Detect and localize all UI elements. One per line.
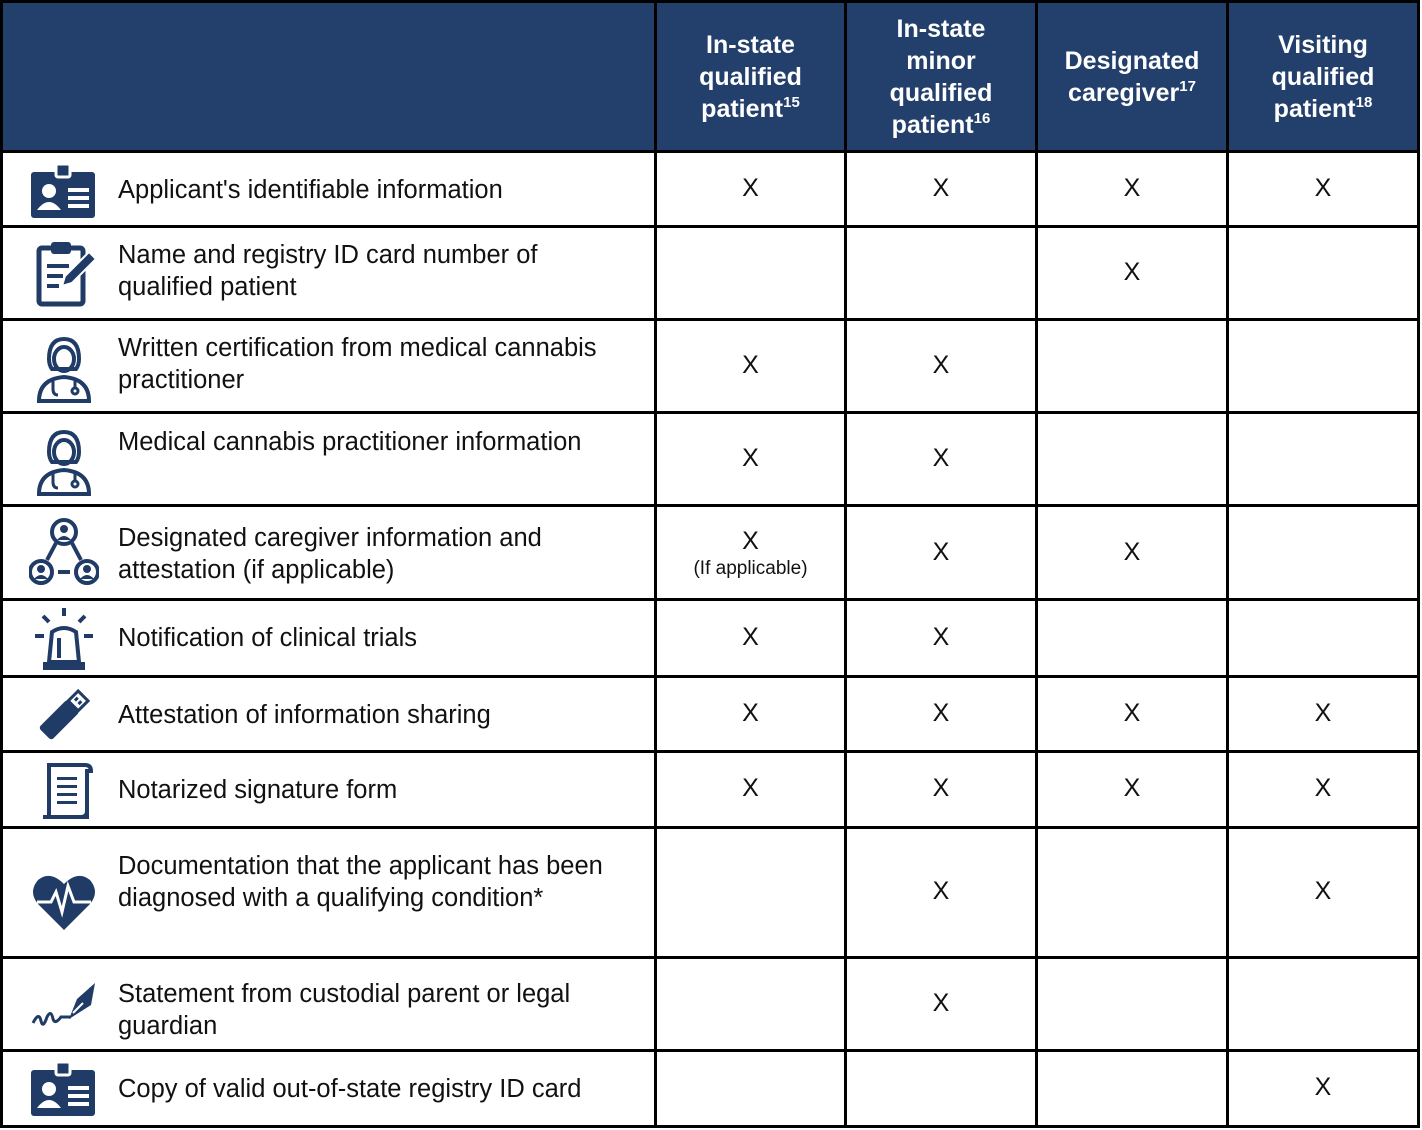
mark-cell: X xyxy=(1037,506,1228,600)
requirement-label: Designated caregiver information and attestation (if applicable) xyxy=(118,524,542,585)
table-row xyxy=(2,957,1419,1050)
requirement-cell xyxy=(2,1050,656,1126)
mark-cell xyxy=(1228,600,1419,676)
mark-cell: X xyxy=(846,827,1037,957)
table-row xyxy=(2,1050,1419,1126)
requirement-cell xyxy=(2,320,656,413)
table-row xyxy=(2,320,1419,413)
requirement-label: Copy of valid out-of-state registry ID card xyxy=(118,1074,582,1103)
table-row xyxy=(2,751,1419,827)
mark-cell xyxy=(846,1050,1037,1126)
mark-cell: X xyxy=(846,600,1037,676)
requirement-label: Medical cannabis practitioner information xyxy=(118,428,582,457)
heart-pulse-icon xyxy=(29,866,99,936)
mark-cell: X (If applicable) xyxy=(656,506,846,600)
document-scroll-icon xyxy=(29,757,99,827)
mark-cell xyxy=(656,227,846,320)
requirement-cell xyxy=(2,413,656,506)
header-designated-caregiver: Designated caregiver$^{17}$ xyxy=(1037,2,1228,152)
mark-cell: X xyxy=(1228,152,1419,227)
mark-cell: X xyxy=(1037,676,1228,751)
mark-cell: X xyxy=(1037,152,1228,227)
mark-cell: X xyxy=(1228,1050,1419,1126)
header-in-state-minor-qualified-patient: In-state minor qualified patient$^{16}$ xyxy=(846,2,1037,152)
mark-cell xyxy=(656,957,846,1050)
alarm-siren-icon xyxy=(29,604,99,674)
table-row xyxy=(2,827,1419,957)
requirement-label: Attestation of information sharing xyxy=(118,700,491,729)
mark-cell: X xyxy=(846,751,1037,827)
mark-cell: X xyxy=(656,751,846,827)
table-row xyxy=(2,413,1419,506)
requirement-label: Name and registry ID card number of qualified patient xyxy=(118,241,538,302)
mark-cell: X xyxy=(656,676,846,751)
requirement-cell xyxy=(2,506,656,600)
requirement-cell xyxy=(2,676,656,751)
mark-cell xyxy=(1037,957,1228,1050)
mark-cell: X xyxy=(846,957,1037,1050)
mark-cell xyxy=(1037,827,1228,957)
id-card-icon xyxy=(29,1057,99,1127)
mark-cell xyxy=(1228,320,1419,413)
requirement-cell xyxy=(2,152,656,227)
mark-cell xyxy=(1228,957,1419,1050)
table-row xyxy=(2,152,1419,227)
mark-cell: X xyxy=(846,320,1037,413)
mark-cell: X xyxy=(1228,751,1419,827)
requirement-cell xyxy=(2,957,656,1050)
pen-signature-icon xyxy=(29,971,99,1041)
table-row xyxy=(2,506,1419,600)
table-row xyxy=(2,227,1419,320)
mark-cell xyxy=(1037,1050,1228,1126)
requirement-cell xyxy=(2,827,656,957)
header-visiting-qualified-patient: Visiting qualified patient$^{18}$ xyxy=(1228,2,1419,152)
mark-cell: X xyxy=(656,413,846,506)
mark-cell: X xyxy=(656,320,846,413)
requirement-label: Documentation that the applicant has been diagnosed with a qualifying condition* xyxy=(118,851,603,912)
mark-cell xyxy=(656,1050,846,1126)
mark-cell: X xyxy=(1037,751,1228,827)
mark-cell: X xyxy=(656,600,846,676)
requirement-cell xyxy=(2,600,656,676)
requirement-label: Notification of clinical trials xyxy=(118,624,418,653)
mark-cell xyxy=(1037,600,1228,676)
mark-cell: X xyxy=(846,152,1037,227)
header-row xyxy=(2,2,1419,152)
mark-cell: X xyxy=(1037,227,1228,320)
mark-cell xyxy=(656,827,846,957)
mark-cell xyxy=(846,227,1037,320)
requirement-label: Statement from custodial parent or legal guardian xyxy=(118,979,571,1040)
doctor-icon xyxy=(29,333,99,403)
people-network-icon xyxy=(29,518,99,588)
mark-cell xyxy=(1228,413,1419,506)
mark-cell: X xyxy=(1228,676,1419,751)
mark-cell: X xyxy=(1228,827,1419,957)
usb-drive-icon xyxy=(29,680,99,750)
header-in-state-qualified-patient: In-state qualified patient$^{15}$ xyxy=(656,2,846,152)
mark-cell: X xyxy=(846,506,1037,600)
clipboard-pencil-icon xyxy=(29,238,99,308)
requirement-cell xyxy=(2,227,656,320)
requirement-label: Written certification from medical cannabis practitioner xyxy=(118,334,597,395)
requirement-cell xyxy=(2,751,656,827)
requirement-label: Applicant's identifiable information xyxy=(118,176,503,204)
mark-cell xyxy=(1037,320,1228,413)
requirement-label: Notarized signature form xyxy=(118,775,398,804)
id-card-icon xyxy=(29,159,99,229)
mark-cell xyxy=(1228,227,1419,320)
mark-cell xyxy=(1037,413,1228,506)
table-row xyxy=(2,600,1419,676)
mark-cell: X xyxy=(846,676,1037,751)
mark-cell: X xyxy=(656,152,846,227)
table-row xyxy=(2,676,1419,751)
mark-cell: X xyxy=(846,413,1037,506)
header-requirement xyxy=(2,2,656,152)
mark-cell xyxy=(1228,506,1419,600)
doctor-icon xyxy=(29,426,99,496)
